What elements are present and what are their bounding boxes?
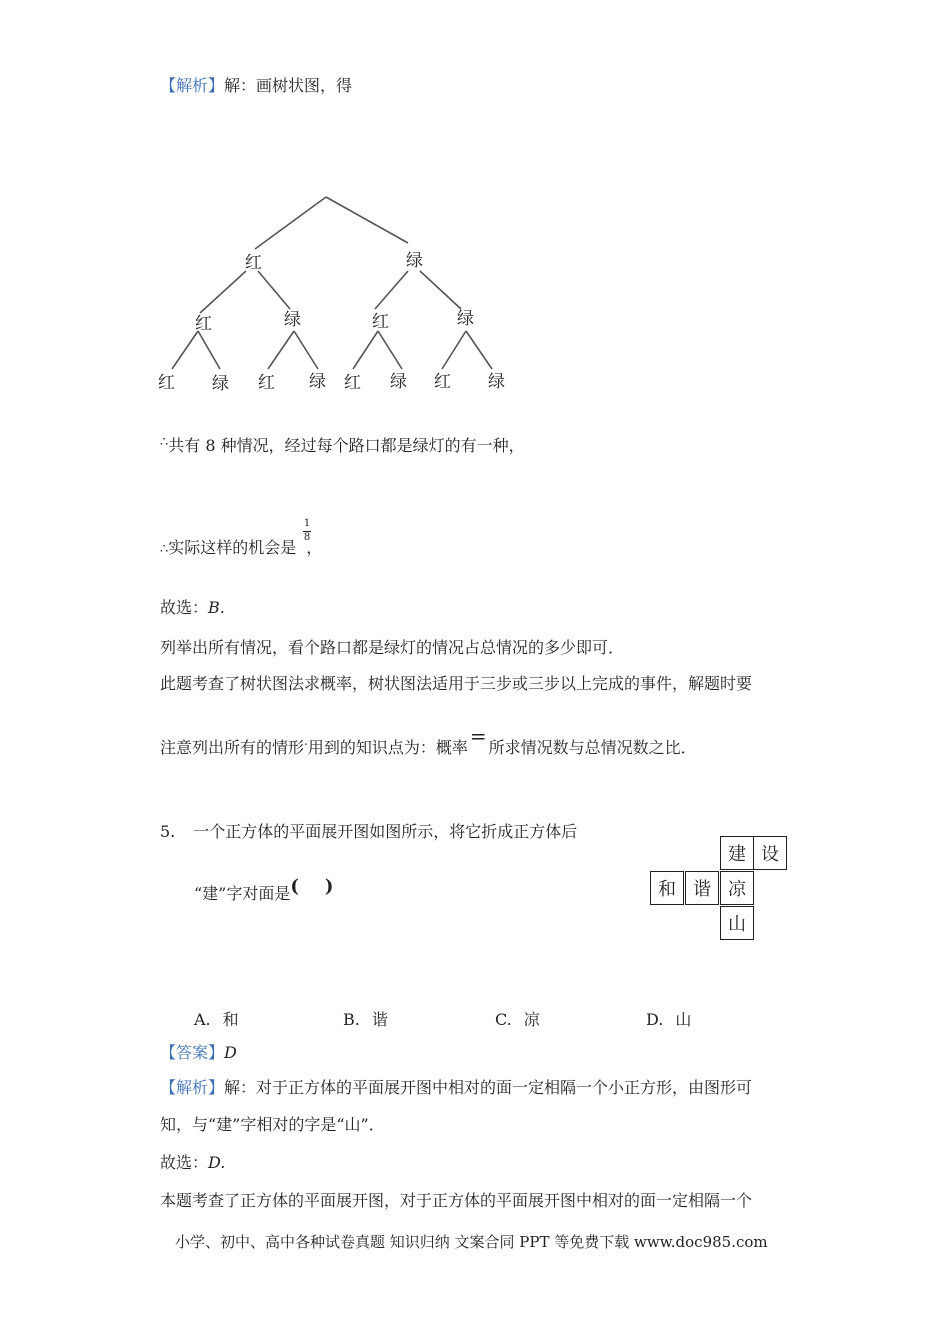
cube-net xyxy=(650,836,790,942)
question-text: 一个正方体的平面展开图如图所示，将它折成正方体后 xyxy=(193,822,578,841)
option-d: D. 山 xyxy=(646,1010,692,1029)
analysis-text: 解：对于正方体的平面展开图中相对的面一定相隔一个小正方形，由图形可 xyxy=(224,1078,753,1097)
analysis-tag: 【解析】 xyxy=(160,1078,225,1097)
tree-l3-node: 红 xyxy=(344,373,361,393)
therefore-symbol: ∴ xyxy=(160,435,169,450)
net-cell: 凉 xyxy=(720,871,754,905)
net-cell: 建 xyxy=(720,836,754,870)
chance-suffix: ， xyxy=(306,538,323,557)
net-cell: 设 xyxy=(753,836,787,870)
choose-text: 故选： xyxy=(160,1153,209,1172)
option-a: A. 和 xyxy=(194,1010,239,1029)
tree-l1-node: 绿 xyxy=(406,251,423,271)
tree-l3-node: 绿 xyxy=(212,374,229,394)
note-line: 本题考查了正方体的平面展开图，对于正方体的平面展开图中相对的面一定相隔一个 xyxy=(160,1191,753,1210)
fraction-numerator: 1 xyxy=(303,518,311,529)
note-line: 列举出所有情况，看个路口都是绿灯的情况占总情况的多少即可． xyxy=(160,638,625,657)
tree-l3-node: 红 xyxy=(434,372,451,392)
answer-value: D xyxy=(224,1043,237,1062)
option-c: C. 凉 xyxy=(495,1010,540,1029)
option-b: B. 谐 xyxy=(343,1010,388,1029)
chance-text: 实际这样的机会是 xyxy=(168,538,297,557)
net-cell: 和 xyxy=(650,871,684,905)
tree-l2-node: 绿 xyxy=(457,309,474,329)
choose-line xyxy=(160,1153,225,1173)
tree-lines xyxy=(172,197,492,369)
question-number: 5. xyxy=(160,822,176,841)
note-line: 此题考查了树状图法求概率，树状图法适用于三步或三步以上完成的事件，解题时要 xyxy=(160,674,753,693)
net-cell: 山 xyxy=(720,906,754,940)
chance-line xyxy=(160,538,322,560)
answer-line xyxy=(160,1043,237,1063)
tree-l2-node: 红 xyxy=(195,314,212,334)
choose-text: 故选： xyxy=(160,598,209,617)
answer-tag: 【答案】 xyxy=(160,1043,225,1062)
analysis-line: 知，与“建”字相对的字是“山”． xyxy=(160,1115,385,1134)
tree-l2-node: 红 xyxy=(372,312,389,332)
tree-l1-node: 红 xyxy=(245,253,262,273)
net-cell: 谐 xyxy=(685,871,719,905)
tree-diagram xyxy=(150,185,530,400)
analysis-line xyxy=(160,1078,752,1098)
analysis-tag: 【解析】 xyxy=(160,76,225,95)
choose-answer: B. xyxy=(208,598,225,617)
tree-l2-node: 绿 xyxy=(284,310,301,330)
note-line: 注意列出所有的情形.用到的知识点为：概率 = 所求情况数与总情况数之比． xyxy=(160,724,697,757)
tree-l3-node: 绿 xyxy=(390,372,407,392)
fraction-denominator: 8 xyxy=(303,532,311,543)
therefore-symbol: ∴ xyxy=(160,542,169,557)
choose-line xyxy=(160,598,225,618)
tree-l3-node: 绿 xyxy=(488,372,505,392)
analysis-line xyxy=(160,76,352,96)
choose-answer: D. xyxy=(208,1153,226,1172)
analysis-text: 解：画树状图，得 xyxy=(224,76,353,95)
footer-text: 小学、初中、高中各种试卷真题 知识归纳 文案合同 PPT 等免费下载 www.doc985.com xyxy=(175,1233,768,1251)
tree-l3-node: 绿 xyxy=(309,372,326,392)
question-text: “建”字对面是 xyxy=(194,884,291,903)
question-5-line2: “建”字对面是( ) xyxy=(194,876,334,903)
tree-l3-node: 红 xyxy=(158,373,175,393)
total-line xyxy=(160,436,525,458)
total-text: 共有 8 种情况，经过每个路口都是绿灯的有一种， xyxy=(168,436,525,455)
question-5-line1 xyxy=(160,822,577,842)
tree-l3-node: 红 xyxy=(258,373,275,393)
